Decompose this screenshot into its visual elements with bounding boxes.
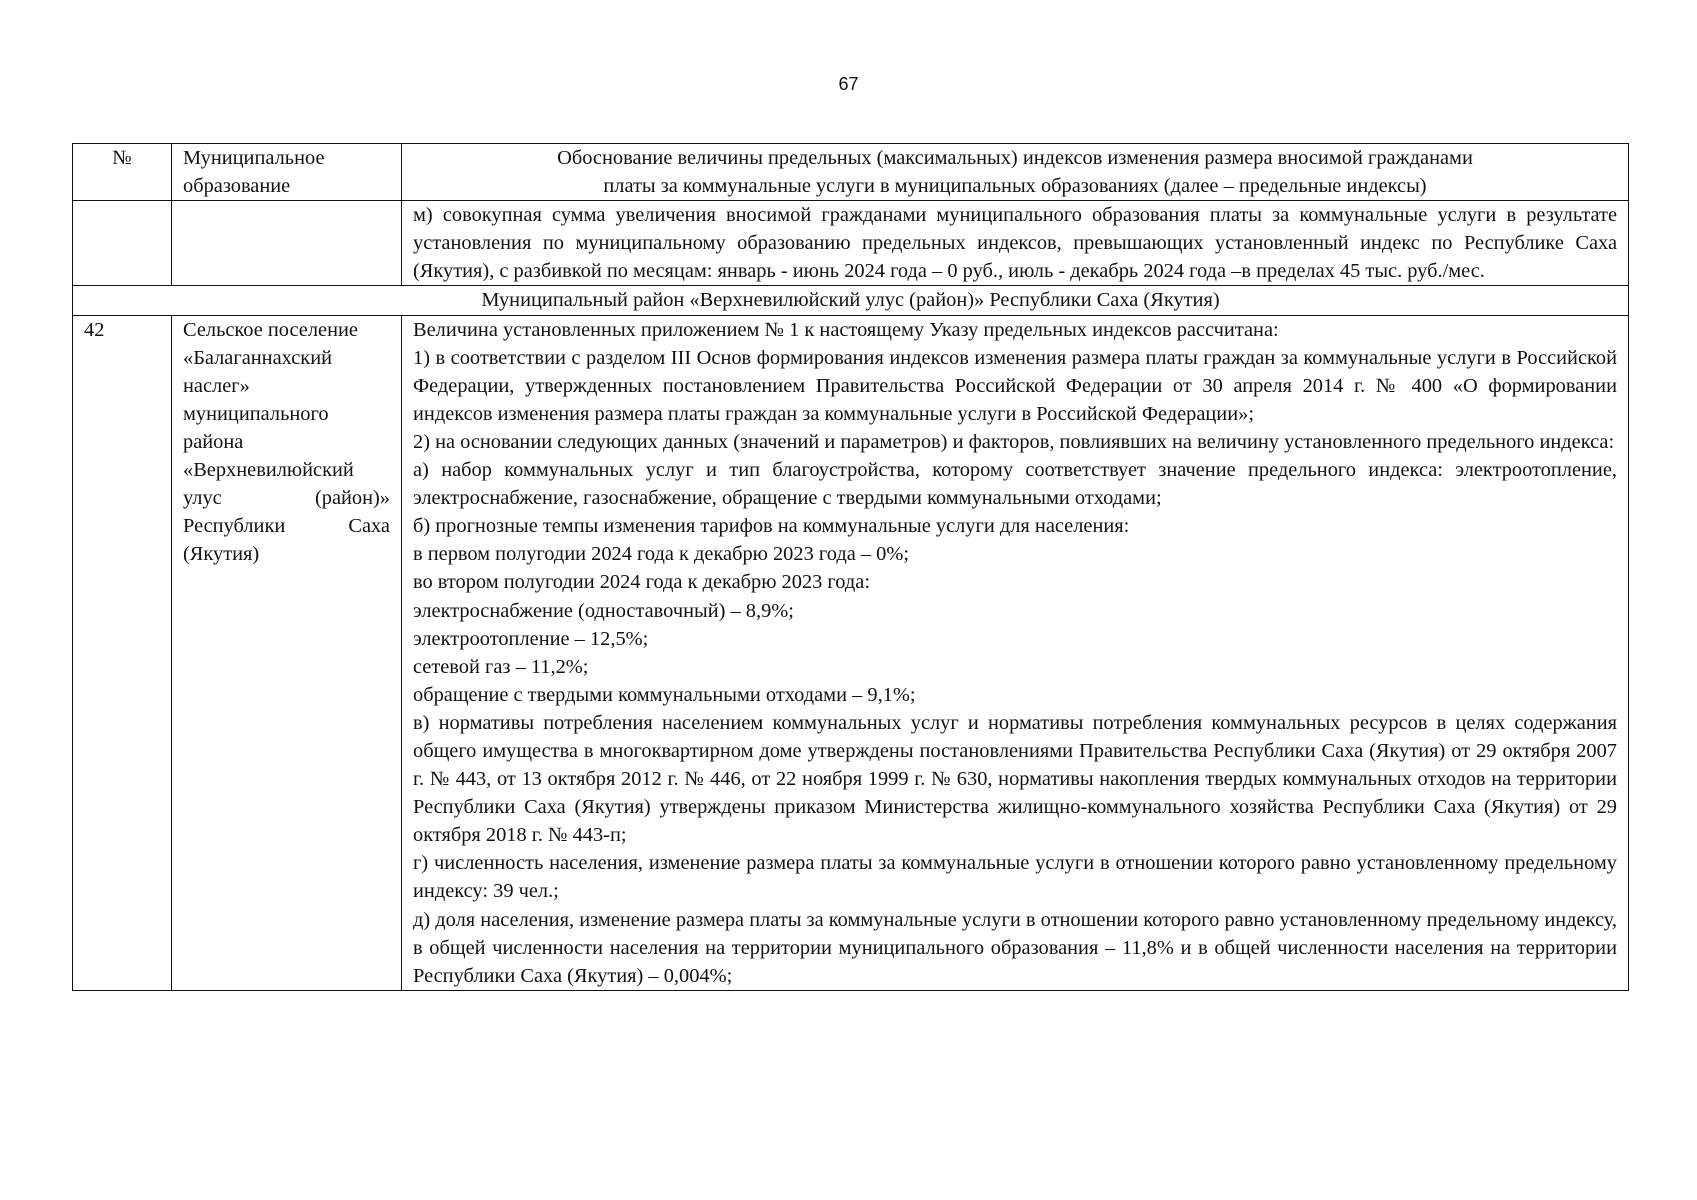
municipality-line: Сельское поселение [183, 318, 358, 341]
paragraph: обращение с твердыми коммунальными отходами – 9,1%; [413, 683, 916, 706]
section-row [73, 286, 1629, 315]
paragraph: в) нормативы потребления населением коммунальных услуг и нормативы потребления коммунальных ресурсов в целях содержания общего имущества в многоквартирном доме утверждены постановлениями Правительства Республики Саха (Якутия) от 29 октября 2007 г. № 443, от 13 октября 2012 г. № 446, от 22 ноября 1999 г. № 630, нормативы накопления твердых коммунальных отходов на территории Республики Саха (Якутия) утверждены приказом Министерства жилищно-коммунального хозяйства Республики Саха (Якутия) от 29 октября 2018 г. № 443-п; [413, 711, 1617, 847]
header-justification-line: Обоснование величины предельных (максимальных) индексов изменения размера вносимой гражданами [557, 147, 1473, 169]
paragraph: д) доля населения, изменение размера платы за коммунальные услуги в отношении которого равно установленному предельному индексу, в общей численности населения на территории муниципального образования – 11,8% и в общей численности населения на территории Республики Саха (Якутия) – 0,004%; [413, 908, 1617, 987]
paragraph: г) численность населения, изменение размера платы за коммунальные услуги в отношении которого равно установленному предельному индексу: 39 чел.; [413, 852, 1617, 903]
table-header-row [73, 144, 1629, 201]
paragraph: электроснабжение (одноставочный) – 8,9%; [413, 599, 794, 622]
row-municipality [172, 315, 402, 990]
municipality-line: (Якутия) [183, 543, 260, 566]
paragraph: а) набор коммунальных услуг и тип благоустройства, которому соответствует значение предельного индекса: электроотопление, электроснабжение, газоснабжение, обращение с твердыми коммунальными отходами; [413, 459, 1617, 510]
municipality-line: улус (район)» [183, 487, 390, 510]
table-row [73, 315, 1629, 990]
municipality-line: «Верхневилюйский [183, 459, 354, 482]
header-justification-line: платы за коммунальные услуги в муниципальных образованиях (далее – предельные индексы) [603, 175, 1427, 198]
municipality-line: района [183, 430, 244, 453]
paragraph: в первом полугодии 2024 года к декабрю 2023 года – 0%; [413, 543, 909, 566]
header-number: № [73, 144, 172, 201]
row-number: 42 [73, 315, 172, 990]
continuation-municipality-cell [172, 201, 402, 286]
municipality-line: «Балаганнахский [183, 346, 333, 369]
continuation-text: м) совокупная сумма увеличения вносимой гражданами муниципального образования платы за коммунальные услуги в результате установления по муниципальному образованию предельных индексов, превышающих установленный индекс по Республике Саха (Якутия), с разбивкой по месяцам: январь - июнь 2024 года – 0 руб., июль - декабрь 2024 года –в пределах 45 тыс. руб./мес. [402, 201, 1629, 286]
municipality-line: муниципального [183, 402, 329, 425]
section-title: Муниципальный район «Верхневилюйский улус (район)» Республики Саха (Якутия) [73, 286, 1629, 315]
header-municipality [172, 144, 402, 201]
row-justification [402, 315, 1629, 990]
paragraph: во втором полугодии 2024 года к декабрю 2023 года: [413, 571, 870, 594]
paragraph: б) прогнозные темпы изменения тарифов на коммунальные услуги для населения: [413, 515, 1130, 538]
paragraph: Величина установленных приложением № 1 к настоящему Указу предельных индексов рассчитана: [413, 318, 1279, 341]
header-municipality-line: образование [183, 175, 291, 198]
paragraph: сетевой газ – 11,2%; [413, 655, 589, 678]
municipality-line: Республики Саха [183, 515, 390, 538]
municipality-line: наслег» [183, 374, 250, 397]
paragraph: электроотопление – 12,5%; [413, 627, 649, 650]
page-number: 67 [838, 74, 859, 94]
continuation-number-cell [73, 201, 172, 286]
paragraph: 1) в соответствии с разделом III Основ формирования индексов изменения размера платы граждан за коммунальные услуги в Российской Федерации, утвержденных постановлением Правительства Российской Федерации от 30 апреля 2014 г. № 400 «О формировании индексов изменения размера платы граждан за коммунальные услуги в Российской Федерации»; [413, 346, 1617, 425]
paragraph: 2) на основании следующих данных (значений и параметров) и факторов, повлиявших на величину установленного предельного индекса: [413, 430, 1615, 453]
header-justification [402, 144, 1629, 201]
header-municipality-line: Муниципальное [183, 147, 325, 169]
continuation-row [73, 201, 1629, 286]
justification-table [72, 143, 1629, 991]
